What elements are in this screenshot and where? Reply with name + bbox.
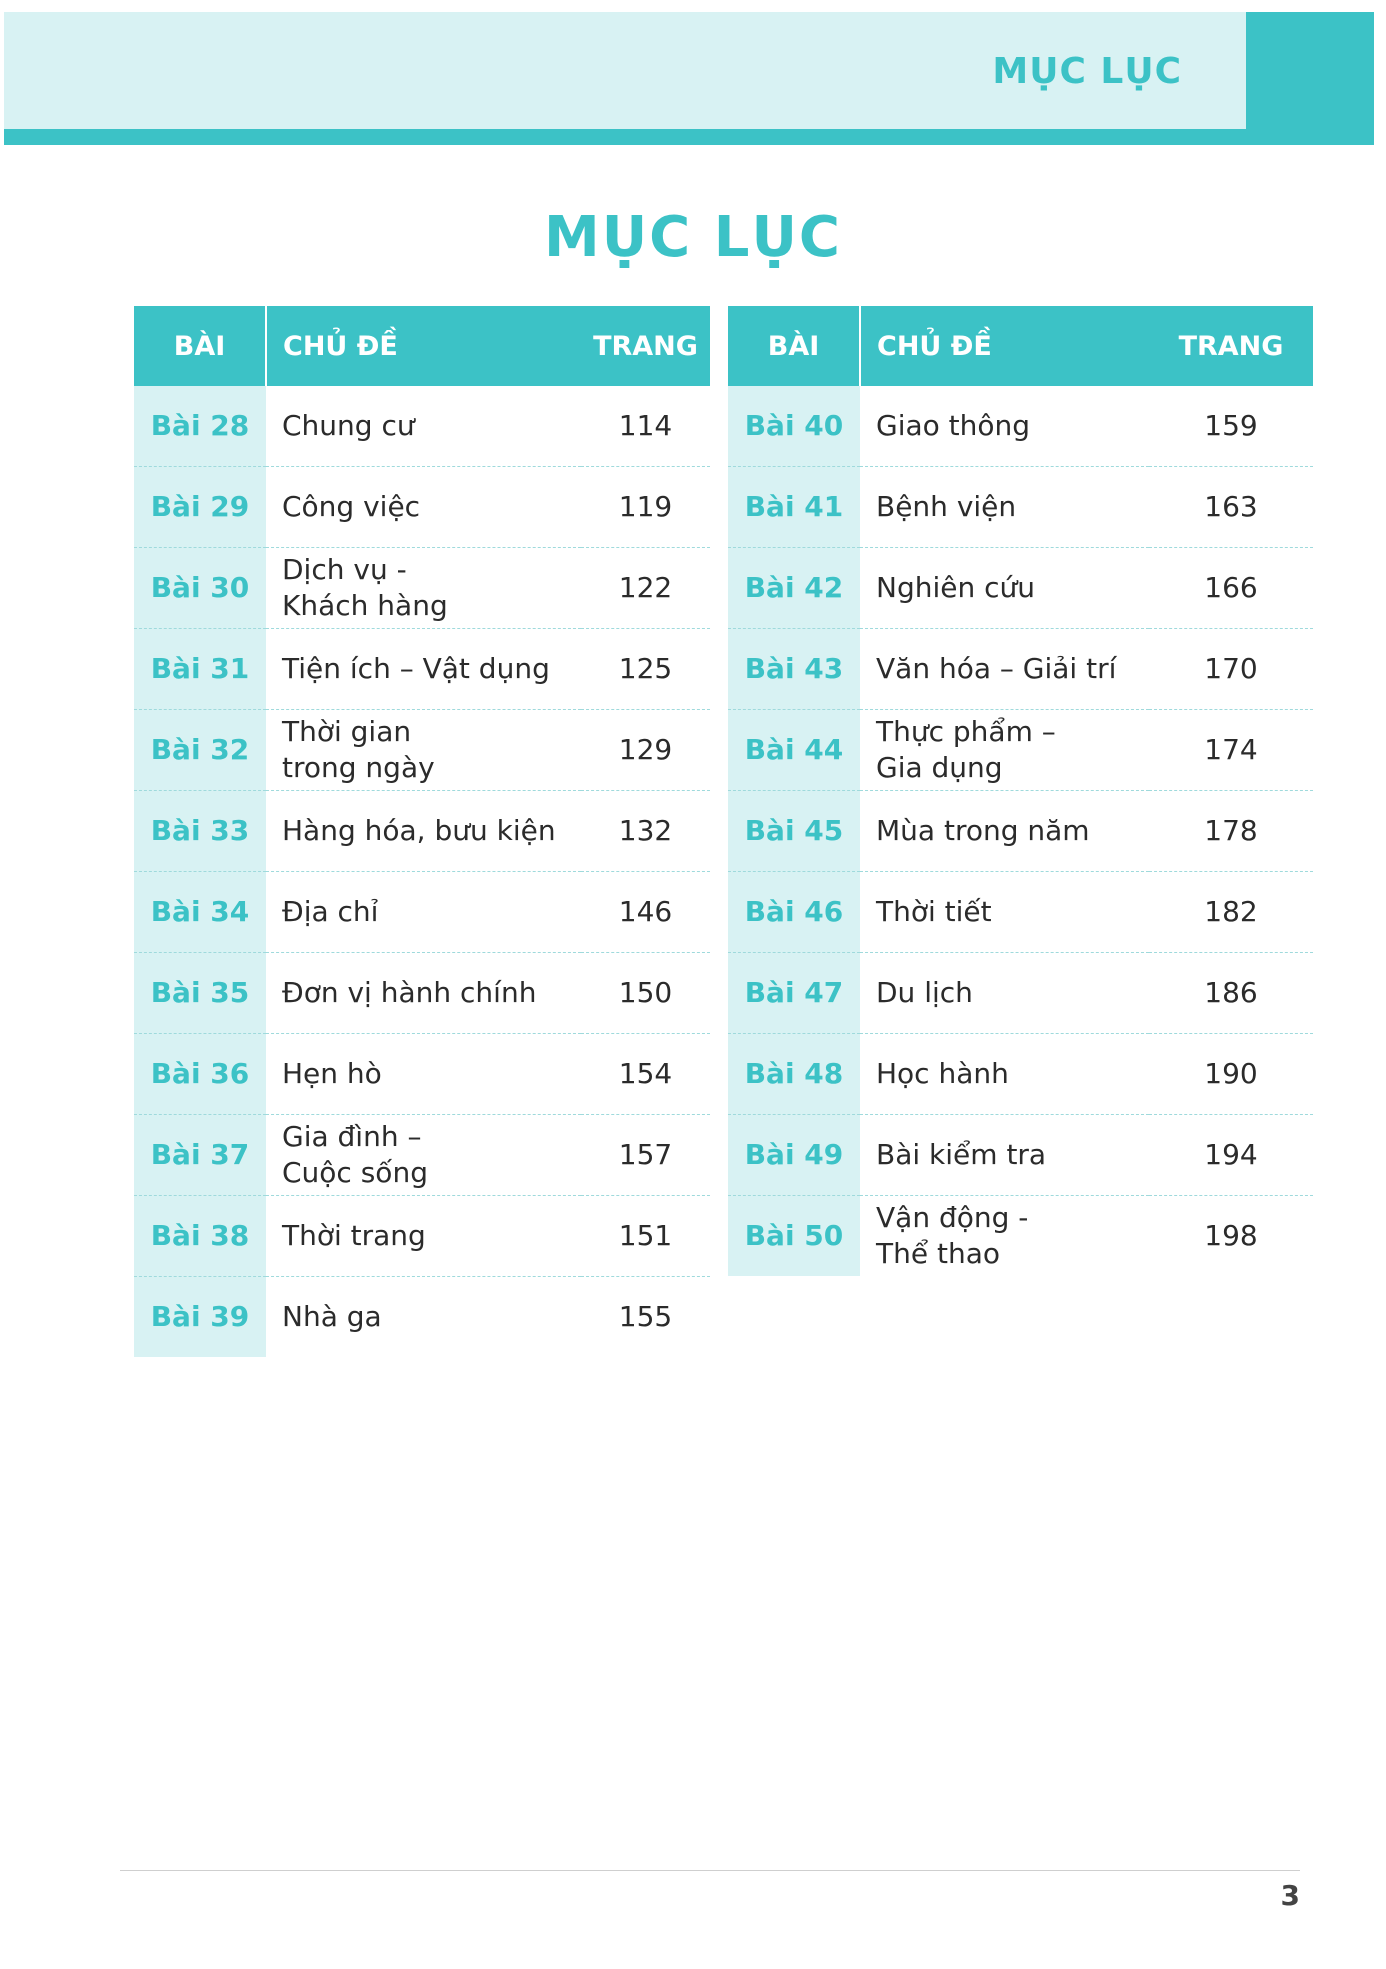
lesson-number: Bài 36 (134, 1034, 266, 1115)
page-ref: 114 (581, 386, 710, 467)
lesson-number: Bài 47 (728, 953, 860, 1034)
topic-line: Nghiên cứu (876, 571, 1036, 604)
toc-row (134, 467, 710, 548)
page-ref: 182 (1149, 872, 1313, 953)
topic-line: Gia dụng (876, 751, 1003, 784)
column-header-lesson: BÀI (134, 306, 266, 386)
page-ref: 159 (1149, 386, 1313, 467)
toc-row (728, 548, 1313, 629)
lesson-number: Bài 31 (134, 629, 266, 710)
topic-line: Hẹn hò (282, 1057, 382, 1090)
lesson-topic (266, 386, 581, 467)
topic-line: Học hành (876, 1057, 1009, 1090)
topic-line: Vận động - (876, 1201, 1029, 1234)
page-ref: 190 (1149, 1034, 1313, 1115)
page-ref: 194 (1149, 1115, 1313, 1196)
topic-line: Hàng hóa, bưu kiện (282, 814, 556, 847)
lesson-topic (266, 710, 581, 791)
lesson-number: Bài 29 (134, 467, 266, 548)
topic-line: Thời trang (282, 1219, 426, 1252)
page-ref: 154 (581, 1034, 710, 1115)
page-ref: 132 (581, 791, 710, 872)
column-header-page: TRANG (1149, 306, 1313, 386)
lesson-topic (860, 710, 1149, 791)
toc-table-right (728, 306, 1313, 1276)
lesson-number: Bài 44 (728, 710, 860, 791)
toc-row (728, 791, 1313, 872)
page-ref: 151 (581, 1196, 710, 1277)
lesson-topic (860, 1115, 1149, 1196)
lesson-topic (860, 1196, 1149, 1277)
lesson-topic (860, 1034, 1149, 1115)
lesson-number: Bài 39 (134, 1277, 266, 1358)
page-ref: 129 (581, 710, 710, 791)
page-number: 3 (1280, 1879, 1300, 1912)
page-ref: 174 (1149, 710, 1313, 791)
toc-table-left (134, 306, 710, 1357)
topic-line: Khách hàng (282, 589, 448, 622)
toc-row (134, 1196, 710, 1277)
lesson-topic (860, 953, 1149, 1034)
topic-line: Văn hóa – Giải trí (876, 652, 1117, 685)
topic-line: Tiện ích – Vật dụng (282, 652, 550, 685)
lesson-number: Bài 48 (728, 1034, 860, 1115)
lesson-topic (266, 872, 581, 953)
header-underline (4, 129, 1374, 145)
page-ref: 125 (581, 629, 710, 710)
lesson-topic (266, 629, 581, 710)
page-ref: 122 (581, 548, 710, 629)
topic-line: Chung cư (282, 409, 415, 442)
lesson-number: Bài 45 (728, 791, 860, 872)
toc-row (728, 1034, 1313, 1115)
topic-line: Nhà ga (282, 1300, 382, 1333)
topic-line: Mùa trong năm (876, 814, 1090, 847)
page-ref: 163 (1149, 467, 1313, 548)
lesson-topic (860, 548, 1149, 629)
toc-row (728, 386, 1313, 467)
lesson-number: Bài 41 (728, 467, 860, 548)
topic-line: Cuộc sống (282, 1156, 428, 1189)
column-header-topic: CHỦ ĐỀ (266, 306, 581, 386)
toc-row (728, 872, 1313, 953)
page-ref: 178 (1149, 791, 1313, 872)
page-ref: 198 (1204, 1219, 1258, 1252)
toc-header-row (728, 306, 1313, 386)
toc-row (728, 629, 1313, 710)
toc-row (134, 548, 710, 629)
page-ref: 157 (581, 1115, 710, 1196)
lesson-number: Bài 30 (134, 548, 266, 629)
lesson-number: Bài 33 (134, 791, 266, 872)
toc-row (728, 1115, 1313, 1196)
topic-line: Gia đình – (282, 1120, 422, 1153)
topic-line: Đơn vị hành chính (282, 976, 537, 1009)
lesson-number: Bài 42 (728, 548, 860, 629)
lesson-number: Bài 46 (728, 872, 860, 953)
page-ref: 150 (581, 953, 710, 1034)
lesson-number: Bài 34 (134, 872, 266, 953)
toc-row (134, 872, 710, 953)
lesson-topic (266, 1196, 581, 1277)
toc-header-row (134, 306, 710, 386)
toc-row (728, 1196, 1313, 1277)
toc-row (728, 467, 1313, 548)
lesson-topic (266, 1277, 581, 1358)
lesson-topic (266, 1115, 581, 1196)
column-header-lesson: BÀI (728, 306, 860, 386)
topic-line: Thực phẩm – (876, 715, 1056, 748)
page-title: MỤC LỤC (543, 205, 843, 270)
toc-row (134, 386, 710, 467)
topic-line: Giao thông (876, 409, 1031, 442)
lesson-topic (860, 629, 1149, 710)
lesson-number: Bài 32 (134, 710, 266, 791)
lesson-topic (860, 791, 1149, 872)
lesson-topic (266, 791, 581, 872)
toc-row (134, 953, 710, 1034)
column-header-topic: CHỦ ĐỀ (860, 306, 1149, 386)
lesson-number: Bài 35 (134, 953, 266, 1034)
lesson-number: Bài 50 (728, 1196, 860, 1277)
topic-line: Địa chỉ (282, 895, 379, 928)
toc-row (134, 629, 710, 710)
topic-line: Du lịch (876, 976, 973, 1009)
page-ref: 146 (581, 872, 710, 953)
lesson-number: Bài 43 (728, 629, 860, 710)
toc-row (728, 953, 1313, 1034)
toc-row (728, 710, 1313, 791)
lesson-number: Bài 40 (728, 386, 860, 467)
page-ref: 119 (581, 467, 710, 548)
toc-row (134, 1034, 710, 1115)
topic-line: Bài kiểm tra (876, 1138, 1047, 1171)
column-header-page: TRANG (581, 306, 710, 386)
lesson-number: Bài 37 (134, 1115, 266, 1196)
lesson-topic (266, 467, 581, 548)
footer-rule (120, 1870, 1300, 1871)
topic-line: Bệnh viện (876, 490, 1017, 523)
lesson-topic (860, 872, 1149, 953)
lesson-number: Bài 38 (134, 1196, 266, 1277)
lesson-number: Bài 49 (728, 1115, 860, 1196)
page-ref: 155 (618, 1300, 673, 1333)
topic-line: Dịch vụ - (282, 553, 407, 586)
page-ref: 170 (1149, 629, 1313, 710)
topic-line: Công việc (282, 490, 421, 523)
toc-row (134, 1115, 710, 1196)
toc-row (134, 710, 710, 791)
toc-row (134, 1277, 710, 1358)
toc-row (134, 791, 710, 872)
page-ref: 166 (1149, 548, 1313, 629)
topic-line: Thời gian (282, 715, 412, 748)
lesson-topic (860, 386, 1149, 467)
page-ref: 186 (1149, 953, 1313, 1034)
lesson-topic (860, 467, 1149, 548)
lesson-topic (266, 1034, 581, 1115)
lesson-topic (266, 953, 581, 1034)
lesson-number: Bài 28 (134, 386, 266, 467)
running-header-title: MỤC LỤC (992, 51, 1182, 92)
lesson-topic (266, 548, 581, 629)
topic-line: Thời tiết (876, 895, 992, 928)
topic-line: trong ngày (282, 751, 435, 784)
topic-line: Thể thao (876, 1237, 1000, 1270)
header-accent-block (1246, 12, 1374, 145)
